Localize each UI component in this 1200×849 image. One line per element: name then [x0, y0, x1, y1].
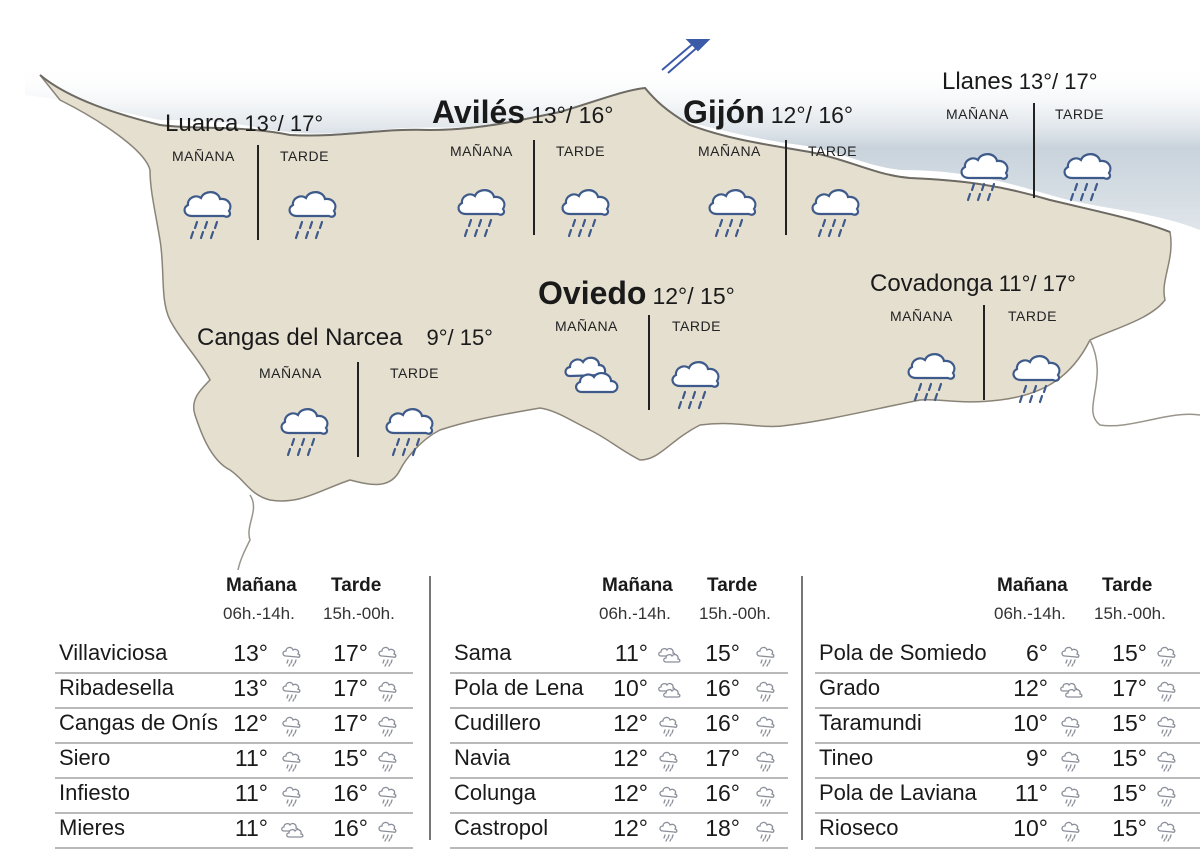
rain-icon — [657, 820, 681, 842]
hours-afternoon: 15h.-00h. — [323, 604, 395, 623]
rain-icon — [280, 785, 304, 807]
rain-icon — [280, 750, 304, 772]
rain-icon — [376, 645, 400, 667]
afternoon-label: TARDE — [556, 143, 605, 159]
rain-icon — [1059, 750, 1083, 772]
table-row — [815, 708, 1200, 744]
morning-label: MAÑANA — [890, 308, 953, 324]
afternoon-temp: 17° — [333, 675, 368, 701]
table-row — [450, 743, 788, 779]
rain-icon — [657, 750, 681, 772]
rain-icon — [280, 645, 304, 667]
city-name: Covadonga — [870, 270, 993, 297]
afternoon-label: TARDE — [1055, 106, 1104, 122]
column-separator — [801, 576, 803, 840]
rain-icon — [283, 178, 343, 240]
afternoon-temp: 15° — [1112, 745, 1147, 771]
divider — [785, 140, 787, 235]
afternoon-temp: 16° — [333, 780, 368, 806]
afternoon-temp: 15° — [705, 640, 740, 666]
divider — [983, 305, 985, 400]
table-row — [55, 743, 413, 779]
border-line-east — [1090, 340, 1200, 426]
rain-icon — [1155, 680, 1179, 702]
rain-icon — [754, 750, 778, 772]
divider — [533, 140, 535, 235]
rain-icon — [1059, 820, 1083, 842]
rain-icon — [955, 140, 1015, 202]
morning-temp: 12° — [613, 780, 648, 806]
table-row — [815, 813, 1200, 849]
table-row — [450, 673, 788, 709]
morning-temp: 12° — [613, 815, 648, 841]
column-separator — [429, 576, 431, 840]
morning-label: MAÑANA — [555, 318, 618, 334]
afternoon-temp: 15° — [1112, 710, 1147, 736]
rain-icon — [275, 395, 335, 457]
city-name: Avilés — [432, 94, 526, 130]
hours-morning: 06h.-14h. — [599, 604, 671, 623]
afternoon-temp: 16° — [705, 675, 740, 701]
table-row — [815, 778, 1200, 814]
table-row — [450, 778, 788, 814]
hours-afternoon: 15h.-00h. — [699, 604, 771, 623]
afternoon-temp: 17° — [1112, 675, 1147, 701]
town-name: Tineo — [819, 745, 874, 770]
town-name: Sama — [454, 640, 512, 665]
afternoon-temp: 15° — [1112, 815, 1147, 841]
town-name: Pola de Somiedo — [819, 640, 987, 665]
town-name: Navia — [454, 745, 511, 770]
rain-icon — [754, 785, 778, 807]
morning-temp: 12° — [613, 710, 648, 736]
rain-icon — [556, 176, 616, 238]
town-name: Castropol — [454, 815, 549, 840]
rain-icon — [1059, 645, 1083, 667]
town-name: Ribadesella — [59, 675, 174, 700]
rain-icon — [1059, 785, 1083, 807]
afternoon-label: TARDE — [390, 365, 439, 381]
table-row — [450, 813, 788, 849]
morning-label: MAÑANA — [450, 143, 513, 159]
cloudy-icon — [657, 645, 681, 667]
rain-icon — [806, 176, 866, 238]
table-row — [55, 778, 413, 814]
morning-temp: 11° — [614, 640, 648, 666]
rain-icon — [178, 178, 238, 240]
header-morning: Mañana — [602, 575, 673, 596]
town-name: Grado — [819, 675, 881, 700]
morning-temp: 10° — [1013, 710, 1048, 736]
afternoon-temp: 16° — [705, 710, 740, 736]
city-oviedo-title — [538, 275, 735, 312]
rain-icon — [1155, 645, 1179, 667]
city-covadonga-title — [870, 270, 1076, 298]
afternoon-label: TARDE — [808, 143, 857, 159]
rain-icon — [452, 176, 512, 238]
city-temps: 13°/ 17° — [1018, 69, 1098, 94]
morning-temp: 6° — [1026, 640, 1048, 666]
morning-temp: 9° — [1026, 745, 1048, 771]
afternoon-temp: 15° — [333, 745, 368, 771]
morning-temp: 12° — [613, 745, 648, 771]
morning-temp: 11° — [234, 780, 268, 806]
rain-icon — [1155, 750, 1179, 772]
divider — [1033, 103, 1035, 198]
header-morning: Mañana — [226, 575, 297, 596]
afternoon-temp: 15° — [1112, 780, 1147, 806]
morning-temp: 12° — [1013, 675, 1048, 701]
rain-icon — [754, 715, 778, 737]
afternoon-temp: 16° — [705, 780, 740, 806]
rain-icon — [280, 680, 304, 702]
cloudy-icon — [1059, 680, 1083, 702]
rain-icon — [376, 715, 400, 737]
table-row — [815, 743, 1200, 779]
rain-icon — [657, 785, 681, 807]
afternoon-temp: 16° — [333, 815, 368, 841]
city-gijon-title — [683, 94, 853, 131]
town-name: Infiesto — [59, 780, 130, 805]
rain-icon — [376, 750, 400, 772]
town-name: Rioseco — [819, 815, 899, 840]
header-morning: Mañana — [997, 575, 1068, 596]
divider — [257, 145, 259, 240]
table-row — [450, 638, 788, 674]
town-name: Cangas de Onís — [59, 710, 218, 735]
divider — [357, 362, 359, 457]
table-row — [55, 708, 413, 744]
afternoon-temp: 17° — [705, 745, 740, 771]
table-row — [55, 673, 413, 709]
rain-icon — [754, 820, 778, 842]
table-row — [55, 638, 413, 674]
table-row — [815, 673, 1200, 709]
table-row — [55, 813, 413, 849]
rain-icon — [1155, 820, 1179, 842]
city-temps: 13°/ 17° — [244, 111, 324, 136]
cloudy-icon — [280, 820, 304, 842]
morning-temp: 11° — [234, 815, 268, 841]
rain-icon — [754, 680, 778, 702]
city-llanes-title — [942, 68, 1098, 96]
afternoon-label: TARDE — [672, 318, 721, 334]
afternoon-temp: 18° — [705, 815, 740, 841]
city-name: Luarca — [165, 110, 239, 137]
town-name: Pola de Lena — [454, 675, 584, 700]
town-name: Mieres — [59, 815, 126, 840]
rain-icon — [1155, 715, 1179, 737]
morning-temp: 10° — [613, 675, 648, 701]
city-temps: 9°/ 15° — [426, 325, 493, 350]
header-afternoon: Tarde — [1102, 575, 1153, 596]
morning-temp: 11° — [234, 745, 268, 771]
rain-icon — [1059, 715, 1083, 737]
rain-icon — [1058, 140, 1118, 202]
rain-icon — [376, 785, 400, 807]
city-name: Gijón — [683, 94, 765, 130]
town-name: Taramundi — [819, 710, 922, 735]
town-name: Villaviciosa — [59, 640, 168, 665]
border-line-south — [238, 495, 254, 570]
city-temps: 11°/ 17° — [998, 271, 1076, 296]
afternoon-label: TARDE — [1008, 308, 1057, 324]
cloudy-icon — [562, 346, 622, 408]
rain-icon — [657, 715, 681, 737]
city-name: Oviedo — [538, 275, 647, 311]
rain-icon — [1155, 785, 1179, 807]
city-name: Cangas del Narcea — [197, 324, 403, 351]
header-afternoon: Tarde — [707, 575, 758, 596]
rain-icon — [703, 176, 763, 238]
divider — [648, 315, 650, 410]
city-aviles-title — [432, 94, 613, 131]
morning-temp: 12° — [233, 710, 268, 736]
city-temps: 12°/ 16° — [770, 102, 854, 128]
city-cangas-del-narcea-title — [197, 324, 493, 352]
town-name: Pola de Laviana — [819, 780, 977, 805]
rain-icon — [754, 645, 778, 667]
table-row — [450, 708, 788, 744]
morning-temp: 13° — [233, 675, 268, 701]
morning-temp: 11° — [1014, 780, 1048, 806]
morning-label: MAÑANA — [172, 148, 235, 164]
header-afternoon: Tarde — [331, 575, 382, 596]
hours-afternoon: 15h.-00h. — [1094, 604, 1166, 623]
cloudy-icon — [657, 680, 681, 702]
morning-label: MAÑANA — [946, 106, 1009, 122]
rain-icon — [666, 348, 726, 410]
afternoon-label: TARDE — [280, 148, 329, 164]
rain-icon — [376, 680, 400, 702]
town-name: Siero — [59, 745, 111, 770]
city-luarca-title — [165, 110, 323, 138]
rain-icon — [1007, 342, 1067, 404]
rain-icon — [376, 820, 400, 842]
city-name: Llanes — [942, 68, 1013, 95]
city-temps: 13°/ 16° — [531, 102, 614, 128]
town-name: Cudillero — [454, 710, 541, 735]
morning-label: MAÑANA — [698, 143, 761, 159]
morning-label: MAÑANA — [259, 365, 322, 381]
rain-icon — [902, 340, 962, 402]
afternoon-temp: 17° — [333, 640, 368, 666]
rain-icon — [380, 395, 440, 457]
rain-icon — [280, 715, 304, 737]
morning-temp: 10° — [1013, 815, 1048, 841]
city-temps: 12°/ 15° — [652, 283, 735, 309]
town-name: Colunga — [454, 780, 536, 805]
afternoon-temp: 15° — [1112, 640, 1147, 666]
hours-morning: 06h.-14h. — [994, 604, 1066, 623]
table-row — [815, 638, 1200, 674]
morning-temp: 13° — [233, 640, 268, 666]
afternoon-temp: 17° — [333, 710, 368, 736]
hours-morning: 06h.-14h. — [223, 604, 295, 623]
